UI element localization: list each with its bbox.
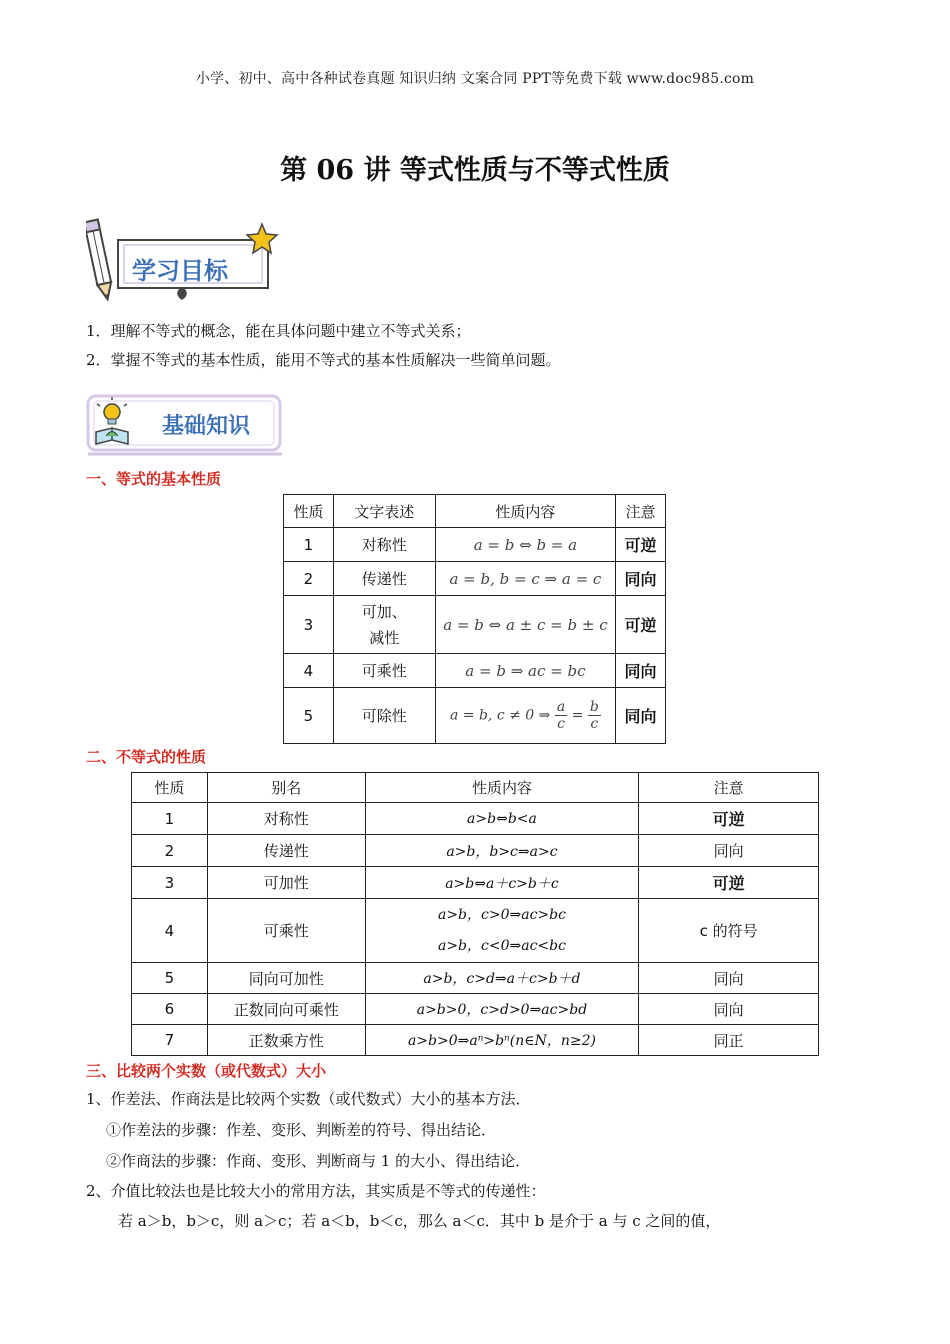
row-number: 7: [132, 1025, 208, 1056]
row-number: 1: [132, 803, 208, 835]
site-header: 小学、初中、高中各种试卷真题 知识归纳 文案合同 PPT等免费下载 www.doc985.com: [195, 71, 755, 87]
table-row: [132, 963, 819, 994]
frac-equals: =: [571, 707, 584, 724]
row-note: 可逆: [616, 596, 666, 654]
row-note: 同向: [639, 994, 819, 1025]
section2-heading: 二、不等式的性质: [86, 748, 207, 766]
row-name: 传递性: [207, 835, 365, 867]
frac-num-b: b: [589, 699, 599, 715]
row-note: 可逆: [616, 528, 666, 562]
table-row: [132, 835, 819, 867]
section3-heading: 三、比较两个实数（或代数式）大小: [86, 1062, 327, 1080]
section3-line-2: ①作差法的步骤：作差、变形、判断差的符号、得出结论．: [106, 1121, 497, 1139]
row-note: 可逆: [639, 867, 819, 899]
row-content: a = b ⇔ b = a: [435, 528, 615, 562]
row-content: a>b>0⇒aⁿ>bⁿ(n∈N，n≥2): [365, 1025, 639, 1056]
fraction-a-over-c: [555, 699, 567, 732]
row-name: 可除性: [333, 688, 435, 744]
header-statement: 文字表述: [333, 495, 435, 528]
row-name: [333, 596, 435, 654]
section3-line-5: 若 a＞b，b＞c，则 a＞c；若 a＜b，b＜c，那么 a＜c．其中 b 是介于 a 与 c 之间的值，: [118, 1212, 721, 1230]
badge-basic-knowledge: [86, 392, 286, 458]
table-row: [284, 654, 666, 688]
table-header-row: [284, 495, 666, 528]
table-row: [284, 528, 666, 562]
row-name: 正数同向可乘性: [207, 994, 365, 1025]
section3-line-1: 1、作差法、作商法是比较两个实数（或代数式）大小的基本方法．: [86, 1090, 531, 1108]
row-content: a>b>0，c>d>0⇒ac>bd: [365, 994, 639, 1025]
inequality-properties-table: [131, 772, 819, 1056]
section1-heading: 一、等式的基本性质: [86, 470, 222, 488]
badge-learning-goals: [86, 214, 286, 306]
header-property: 性质: [132, 773, 208, 803]
row-name: 可乘性: [207, 899, 365, 963]
division-prefix: a = b, c ≠ 0 ⇒: [449, 707, 551, 724]
header-note: 注意: [639, 773, 819, 803]
row-note: c 的符号: [639, 899, 819, 963]
table-row: [132, 899, 819, 963]
row-content: a = b, b = c ⇒ a = c: [435, 562, 615, 596]
row-number: 4: [284, 654, 334, 688]
badge-learning-goals-label: 学习目标: [132, 257, 228, 285]
row-content: [435, 688, 615, 744]
row-content-line1: a>b，c>0⇒ac>bc: [437, 906, 566, 923]
row-number: 3: [132, 867, 208, 899]
row-name: 对称性: [333, 528, 435, 562]
row-name: 可乘性: [333, 654, 435, 688]
table-row: [132, 994, 819, 1025]
row-name: 对称性: [207, 803, 365, 835]
row-number: 1: [284, 528, 334, 562]
row-content: a = b ⇔ a ± c = b ± c: [435, 596, 615, 654]
row-number: 5: [284, 688, 334, 744]
row-content: a>b⇔a＋c>b＋c: [365, 867, 639, 899]
frac-num-a: a: [556, 699, 566, 715]
header-content: 性质内容: [435, 495, 615, 528]
header-property: 性质: [284, 495, 334, 528]
row-note: 可逆: [639, 803, 819, 835]
table-header-row: [132, 773, 819, 803]
header-alias: 别名: [207, 773, 365, 803]
row-note: 同向: [616, 562, 666, 596]
row-note: 同向: [639, 835, 819, 867]
row-name: 正数乘方性: [207, 1025, 365, 1056]
header-content: 性质内容: [365, 773, 639, 803]
table-row: [284, 596, 666, 654]
row-number: 2: [284, 562, 334, 596]
row-name-text: 可加、减性: [361, 602, 407, 647]
row-name: 同向可加性: [207, 963, 365, 994]
table-row: [284, 688, 666, 744]
row-content-line2: a>b，c<0⇒ac<bc: [437, 937, 566, 954]
row-number: 4: [132, 899, 208, 963]
row-note: 同正: [639, 1025, 819, 1056]
fraction-b-over-c: [588, 699, 601, 732]
row-name: 可加性: [207, 867, 365, 899]
row-number: 5: [132, 963, 208, 994]
row-content: a = b ⇒ ac = bc: [435, 654, 615, 688]
frac-den-c2: c: [590, 716, 599, 732]
row-content: [365, 899, 639, 963]
equality-properties-table: [283, 494, 666, 744]
goal-1: 1．理解不等式的概念，能在具体问题中建立不等式关系；: [86, 322, 471, 340]
table-row: [132, 867, 819, 899]
badge-basic-knowledge-label: 基础知识: [162, 414, 251, 439]
header-note: 注意: [616, 495, 666, 528]
row-note: 同向: [639, 963, 819, 994]
page-title: 第 06 讲 等式性质与不等式性质: [280, 155, 670, 186]
row-content: a>b⇔b<a: [365, 803, 639, 835]
row-name: 传递性: [333, 562, 435, 596]
row-content: a>b，c>d⇒a＋c>b＋d: [365, 963, 639, 994]
table-row: [132, 1025, 819, 1056]
row-number: 3: [284, 596, 334, 654]
section3-line-3: ②作商法的步骤：作商、变形、判断商与 1 的大小、得出结论．: [106, 1152, 531, 1170]
table-row: [284, 562, 666, 596]
row-number: 2: [132, 835, 208, 867]
row-number: 6: [132, 994, 208, 1025]
row-note: 同向: [616, 654, 666, 688]
row-note: 同向: [616, 688, 666, 744]
table-row: [132, 803, 819, 835]
frac-den-c: c: [557, 716, 565, 732]
row-content: a>b，b>c⇒a>c: [365, 835, 639, 867]
goal-2: 2．掌握不等式的基本性质，能用不等式的基本性质解决一些简单问题。: [86, 351, 561, 369]
section3-line-4: 2、介值比较法也是比较大小的常用方法，其实质是不等式的传递性：: [86, 1182, 546, 1200]
